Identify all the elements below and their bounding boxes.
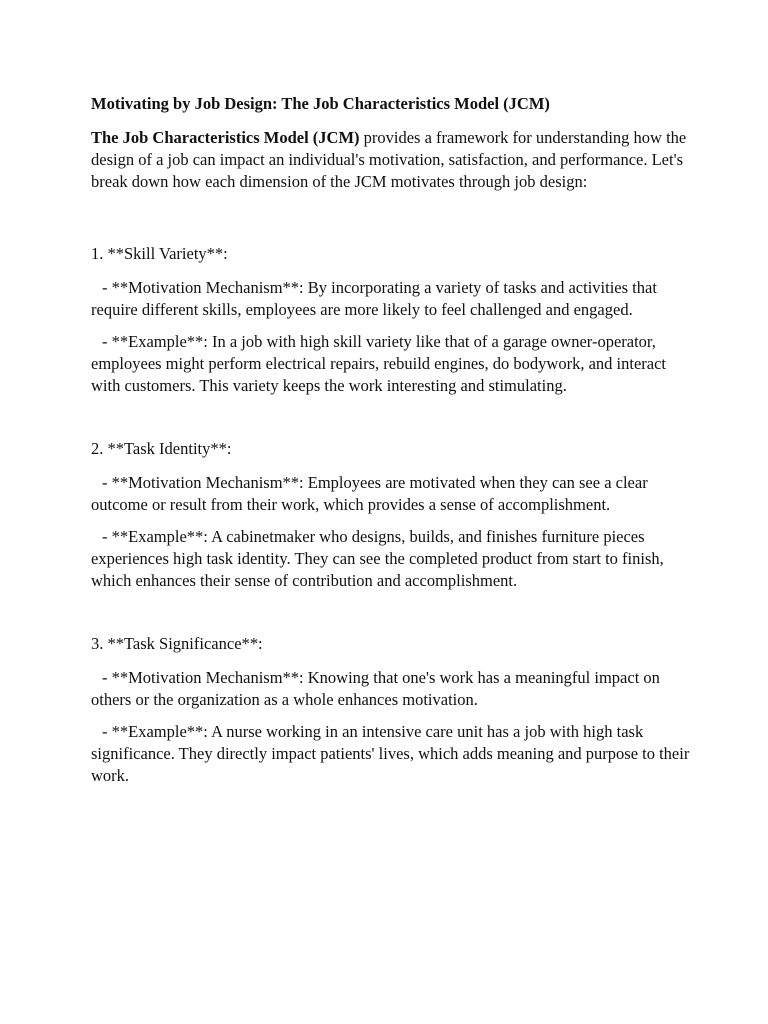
mechanism-text: - **Motivation Mechanism**: By incorporating a variety of tasks and activities that require different skills, employees are more likely to feel challenged and engaged. bbox=[91, 278, 657, 319]
mechanism-bullet bbox=[91, 667, 691, 711]
example-text: - **Example**: A cabinetmaker who designs, builds, and finishes furniture pieces experiences high task identity. They can see the completed product from start to finish, which enhances their sense of contribution and accomplishment. bbox=[91, 527, 664, 590]
example-bullet bbox=[91, 331, 691, 397]
section-heading: 1. **Skill Variety**: bbox=[91, 244, 228, 263]
intro-text: provides a framework for understanding how the design of a job can impact an individual's motivation, satisfaction, and performance. Let's break down how each dimension of the JCM motivates through job design: bbox=[91, 128, 687, 191]
example-bullet bbox=[91, 721, 691, 787]
example-text: - **Example**: A nurse working in an intensive care unit has a job with high task significance. They directly impact patients' lives, which adds meaning and purpose to their work. bbox=[91, 722, 690, 785]
mechanism-bullet bbox=[91, 472, 691, 516]
document-title: Motivating by Job Design: The Job Characteristics Model (JCM) bbox=[91, 94, 550, 113]
mechanism-text: - **Motivation Mechanism**: Employees are motivated when they can see a clear outcome or result from their work, which provides a sense of accomplishment. bbox=[91, 473, 648, 514]
section-task-significance bbox=[91, 633, 691, 787]
mechanism-text: - **Motivation Mechanism**: Knowing that one's work has a meaningful impact on others or the organization as a whole enhances motivation. bbox=[91, 668, 660, 709]
intro-bold-lead: The Job Characteristics Model (JCM) bbox=[91, 128, 360, 147]
section-skill-variety bbox=[91, 243, 691, 397]
example-bullet bbox=[91, 526, 691, 592]
example-text: - **Example**: In a job with high skill variety like that of a garage owner-operator, employees might perform electrical repairs, rebuild engines, do bodywork, and interact with customers. This variety keeps the work interesting and stimulating. bbox=[91, 332, 667, 395]
section-task-identity bbox=[91, 438, 691, 592]
section-heading: 2. **Task Identity**: bbox=[91, 439, 232, 458]
document-page bbox=[91, 93, 691, 797]
section-heading: 3. **Task Significance**: bbox=[91, 634, 263, 653]
intro-paragraph bbox=[91, 127, 691, 193]
mechanism-bullet bbox=[91, 277, 691, 321]
